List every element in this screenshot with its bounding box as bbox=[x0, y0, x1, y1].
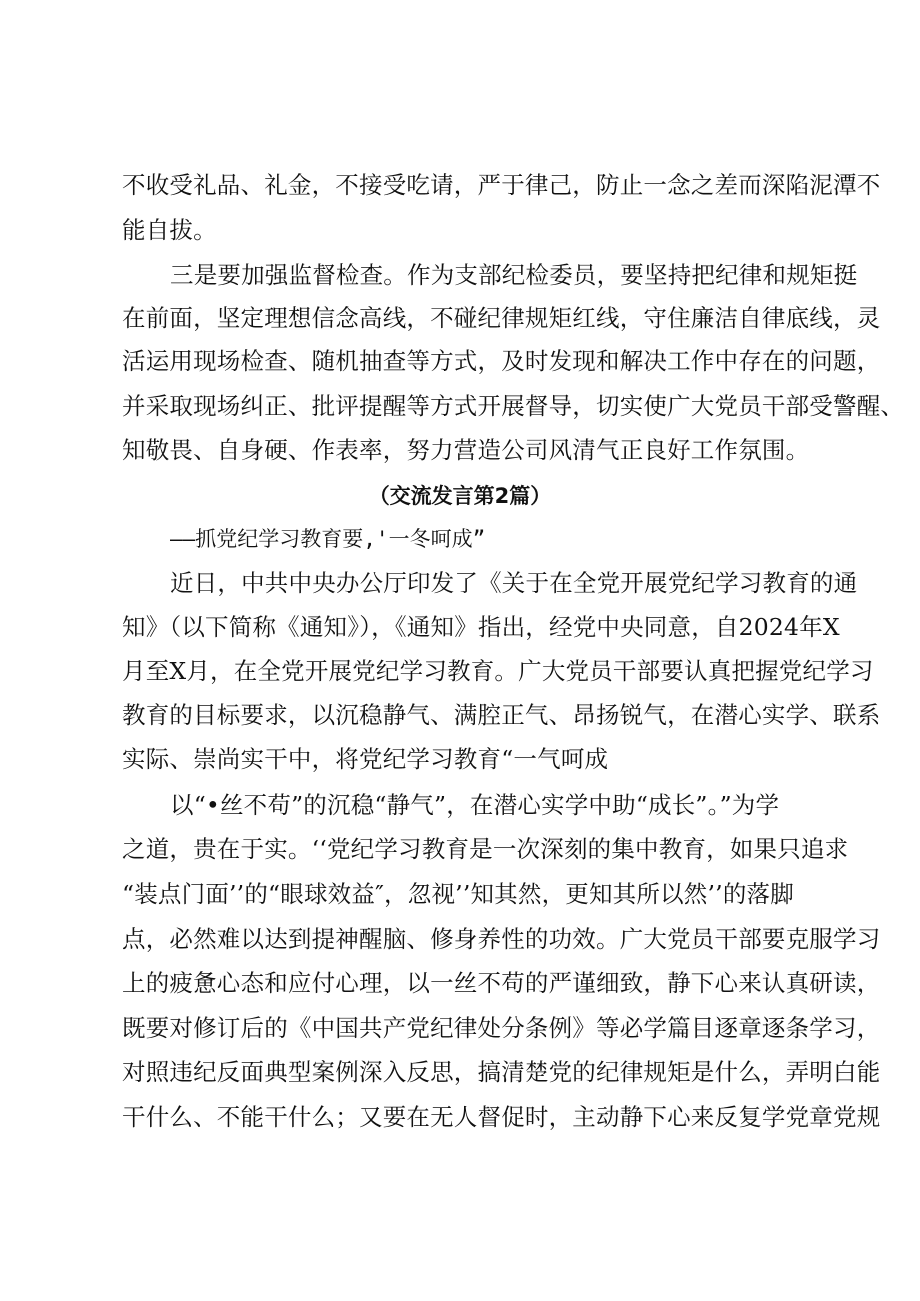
para4-line-8: 干什么、不能干什么；又要在无人督促时，主动静下心来反复学党章党规 bbox=[122, 1103, 881, 1131]
para2-line-3: 活运用现场检查、随机抽查等方式，及时发现和解决工作中存在的问题， bbox=[122, 347, 881, 375]
para4-line-7: 对照违纪反面典型案例深入反思，搞清楚党的纪律规矩是什么，弄明白能 bbox=[122, 1058, 881, 1086]
para2-line-4: 并采取现场纠正、批评提醒等方式开展督导，切实使广大党员干部受警醒、 bbox=[122, 392, 905, 420]
para1-line-2: 能自拔。 bbox=[122, 216, 217, 244]
para1-line-1: 不收受礼品、礼金，不接受吃请，严于律己，防止一念之差而深陷泥潭不 bbox=[122, 171, 881, 199]
para2-line-5: 知敬畏、自身硬、作表率，努力营造公司风清气正良好工作氛围。 bbox=[122, 436, 810, 464]
para2-line-1: 三是要加强监督检查。作为支部纪检委员，要坚持把纪律和规矩挺 bbox=[170, 261, 858, 289]
para4-line-6: 既要对修订后的《中国共产党纪律处分条例》等必学篇目逐章逐条学习， bbox=[122, 1014, 881, 1042]
para3-line-1: 近日，中共中央办公厅印发了《关于在全党开展党纪学习教育的通 bbox=[170, 569, 858, 597]
para4-line-5: 上的疲惫心态和应付心理，以一丝不苟的严谨细致，静下心来认真研读， bbox=[122, 969, 881, 997]
para4-line-3: “装点门面’’的“眼球效益″，忽视’’知其然，更知其所以然’’的落脚 bbox=[122, 880, 794, 908]
para3-line-3: 月至X月，在全党开展党纪学习教育。广大党员干部要认真把握党纪学习 bbox=[122, 657, 874, 685]
para3-line-2: 知》（以下简称《通知》），《通知》指出，经党中央同意，自2024年X bbox=[122, 613, 840, 641]
para3-line-5: 实际、崇尚实干中，将党纪学习教育“一气呵成 bbox=[122, 745, 609, 773]
para4-line-2: 之道，贵在于实。‘‘党纪学习教育是一次深刻的集中教育，如果只追求 bbox=[122, 835, 849, 863]
para2-line-2: 在前面，坚定理想信念高线，不碰纪律规矩红线，守住廉洁自律底线，灵 bbox=[122, 304, 881, 332]
section-subtitle: ——抓党纪学习教育要,'一冬呵成” bbox=[170, 527, 486, 551]
section-heading: （交流发言第2篇） bbox=[368, 484, 552, 508]
para4-line-1: 以“•丝不苟”的沉稳“静气”，在潜心实学中助“成长”。”为学 bbox=[170, 791, 780, 819]
para4-line-4: 点，必然难以达到提神醒脑、修身养性的功效。广大党员干部要克服学习 bbox=[122, 925, 881, 953]
para3-line-4: 教育的目标要求，以沉稳静气、满腔正气、昂扬锐气，在潜心实学、联系 bbox=[122, 701, 881, 729]
